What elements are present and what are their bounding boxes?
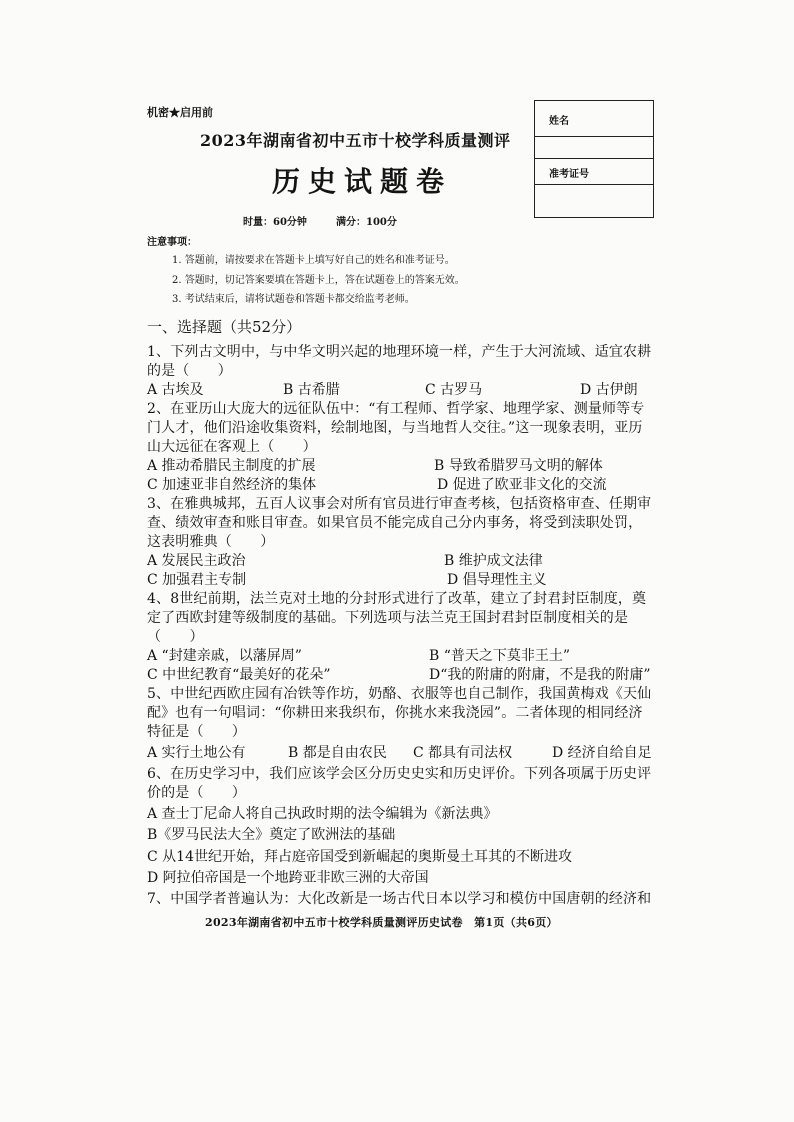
q5-option-a: A 实行土地公有 <box>147 745 246 761</box>
q4-option-a: A “封建亲戚，以藩屏周” <box>147 648 302 664</box>
q3-option-a: A 发展民主政治 <box>147 553 246 569</box>
q5-option-d: D 经济自给自足 <box>552 745 652 761</box>
paper-title: 历史试题卷 <box>272 165 453 198</box>
question-3-line: 查、绩效审查和账目审查。如果官员不能完成自己分内事务，将受到渎职处罚， <box>147 515 643 531</box>
page-footer: 2023年湖南省初中五市十校学科质量测评历史试卷 第1页（共6页） <box>205 916 558 929</box>
notice-item: 1. 答题前，请按要求在答题卡上填写好自己的姓名和准考证号。 <box>172 255 455 266</box>
q1-option-c: C 古罗马 <box>425 382 483 398</box>
name-label: 姓名 <box>549 116 569 127</box>
question-1-line: 的是（ ） <box>147 363 232 379</box>
question-6-line: 6、在历史学习中，我们应该学会区分历史史实和历史评价。下列各项属于历史评 <box>147 766 652 782</box>
q3-option-b: B 维护成文法律 <box>444 553 543 569</box>
question-7-line: 7、中国学者普遍认为：大化改新是一场古代日本以学习和模仿中国唐朝的经济和 <box>147 891 652 907</box>
question-2-line: 门人才，他们沿途收集资料，绘制地图，与当地哲人交往。”这一现象表明，亚历 <box>147 420 643 436</box>
notice-item: 3. 考试结束后，请将试题卷和答题卡都交给监考老师。 <box>172 294 415 305</box>
question-5-line: 5、中世纪西欧庄园有冶铁等作坊，奶酪、衣服等也自己制作，我国黄梅戏《天仙 <box>147 686 652 702</box>
q1-option-b: B 古希腊 <box>283 382 340 398</box>
question-2-line: 2、在亚历山大庞大的远征队伍中：“有工程师、哲学家、地理学家、测量师等专 <box>147 401 645 417</box>
question-4-line: 定了西欧封建等级制度的基础。下列选项与法兰克王国封君封臣制度相关的是 <box>147 610 629 626</box>
name-row <box>535 101 653 137</box>
exam-title: 2023年湖南省初中五市十校学科质量测评 <box>200 131 511 150</box>
q4-option-d: D“我的附庸的附庸，不是我的附庸” <box>429 667 651 683</box>
q3-option-d: D 倡导理性主义 <box>447 572 547 588</box>
question-4-line: 4、8世纪前期，法兰克对土地的分封形式进行了改革，建立了封君封臣制度，奠 <box>147 591 647 607</box>
q6-option-a: A 查士丁尼命人将自己执政时期的法令编辑为《新法典》 <box>147 806 498 822</box>
notice-heading: 注意事项： <box>147 237 197 248</box>
ticket-label: 准考证号 <box>549 169 589 180</box>
q6-option-b: B《罗马民法大全》奠定了欧洲法的基础 <box>147 827 396 843</box>
q4-option-c: C 中世纪教育“最美好的花朵” <box>147 667 331 683</box>
secret-mark: 机密★启用前 <box>147 106 213 119</box>
time-label: 时量：60分钟 <box>243 217 307 228</box>
q1-option-a: A 古埃及 <box>147 382 204 398</box>
ticket-blank <box>535 185 653 216</box>
question-3-line: 这表明雅典（ ） <box>147 534 275 550</box>
name-blank <box>535 137 653 159</box>
student-info-box <box>534 100 654 218</box>
question-5-line: 配》也有一句唱词：“你耕田来我织布，你挑水来我浇园”。二者体现的相同经济 <box>147 705 643 721</box>
q2-option-a: A 推动希腊民主制度的扩展 <box>147 458 316 474</box>
notice-item: 2. 答题时，切记答案要填在答题卡上，答在试题卷上的答案无效。 <box>172 275 465 286</box>
question-1-line: 1、下列古文明中，与中华文明兴起的地理环境一样，产生于大河流域、适宜农耕 <box>147 344 652 360</box>
question-4-line: （ ） <box>147 629 204 645</box>
q1-option-d: D 古伊朗 <box>580 382 638 398</box>
ticket-row <box>535 159 653 185</box>
question-6-line: 价的是（ ） <box>147 785 247 801</box>
q6-option-c: C 从14世纪开始，拜占庭帝国受到新崛起的奥斯曼土耳其的不断进攻 <box>147 849 572 865</box>
q6-option-d: D 阿拉伯帝国是一个地跨亚非欧三洲的大帝国 <box>147 870 429 886</box>
q2-option-c: C 加速亚非自然经济的集体 <box>147 477 317 493</box>
section-title: 一、选择题（共52分） <box>147 318 302 336</box>
q4-option-b: B “普天之下莫非王土” <box>429 648 571 664</box>
q3-option-c: C 加强君主专制 <box>147 572 247 588</box>
question-3-line: 3、在雅典城邦，五百人议事会对所有官员进行审查考核，包括资格审查、任期审 <box>147 496 652 512</box>
q5-option-b: B 都是自由农民 <box>288 745 387 761</box>
q2-option-d: D 促进了欧亚非文化的交流 <box>437 477 607 493</box>
q2-option-b: B 导致希腊罗马文明的解体 <box>434 458 603 474</box>
q5-option-c: C 都具有司法权 <box>413 745 513 761</box>
score-label: 满分：100分 <box>336 217 397 228</box>
question-5-line: 特征是（ ） <box>147 724 247 740</box>
question-2-line: 山大远征在客观上（ ） <box>147 439 317 455</box>
